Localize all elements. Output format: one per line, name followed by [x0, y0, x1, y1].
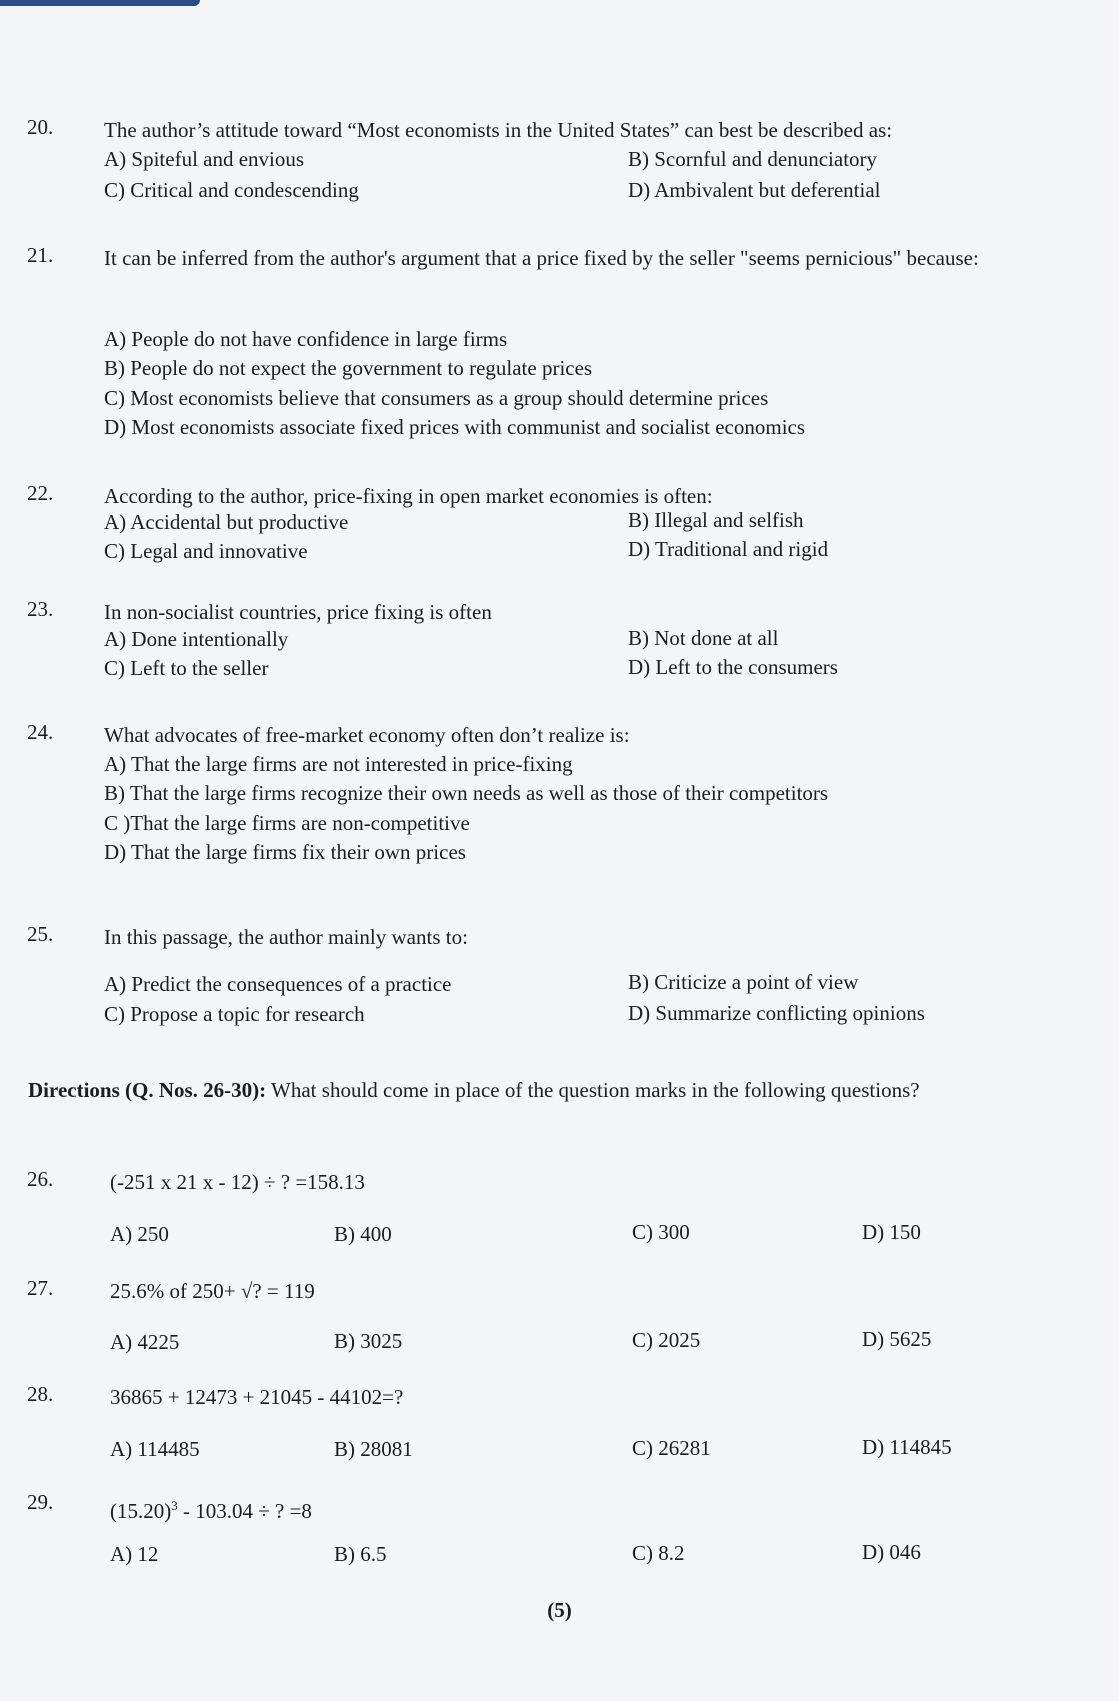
option-d: D) That the large firms fix their own prices	[104, 840, 466, 864]
option-b: B) Scornful and denunciatory	[628, 147, 878, 171]
option-c: C )That the large firms are non-competitive	[104, 811, 470, 835]
directions-label: Directions (Q. Nos. 26-30):	[28, 1078, 267, 1102]
stem-base: (15.20)	[110, 1499, 172, 1523]
question-stem: What advocates of free-market economy often don’t realize is:	[104, 723, 630, 747]
option-a: A) Predict the consequences of a practice	[104, 972, 452, 996]
option-b: B) People do not expect the government to regulate prices	[104, 356, 593, 380]
directions	[28, 1073, 1028, 1108]
option-d: D) 046	[862, 1540, 921, 1564]
question-stem: In this passage, the author mainly wants to:	[104, 925, 468, 949]
option-d: D) Traditional and rigid	[628, 537, 829, 561]
question-number: 22.	[27, 481, 54, 505]
question-stem: It can be inferred from the author's argument that a price fixed by the seller "seems pernicious" because:	[104, 246, 979, 270]
question-number: 20.	[27, 115, 54, 139]
option-c: C) 8.2	[632, 1541, 685, 1565]
option-d: D) 150	[862, 1220, 921, 1244]
option-b: B) Illegal and selfish	[628, 508, 804, 532]
stem-exponent: 3	[171, 1498, 178, 1513]
option-a: A) 114485	[110, 1437, 200, 1461]
option-b: B) That the large firms recognize their own needs as well as those of their competitors	[104, 781, 829, 805]
option-b: B) 3025	[334, 1329, 403, 1353]
option-d: D) Ambivalent but deferential	[628, 178, 881, 202]
option-b: B) Criticize a point of view	[628, 970, 859, 994]
option-a: A) People do not have confidence in large firms	[104, 327, 508, 351]
question-stem: In non-socialist countries, price fixing is often	[104, 600, 492, 624]
option-a: A) 250	[110, 1222, 169, 1246]
top-edge-bar	[0, 0, 200, 6]
question-number: 28.	[27, 1382, 54, 1406]
option-d: D) 5625	[862, 1327, 932, 1351]
option-c: C) 26281	[632, 1436, 711, 1460]
question-stem: According to the author, price-fixing in open market economies is often:	[104, 484, 713, 508]
question-stem: 25.6% of 250+ √? = 119	[110, 1279, 315, 1303]
option-d: D) Left to the consumers	[628, 655, 838, 679]
question-stem: (-251 x 21 x - 12) ÷ ? =158.13	[110, 1170, 365, 1194]
option-c: C) Left to the seller	[104, 656, 269, 680]
option-b: B) 400	[334, 1222, 392, 1246]
option-a: A) Spiteful and envious	[104, 147, 305, 171]
question-number: 21.	[27, 243, 54, 267]
question-number: 24.	[27, 720, 54, 744]
question-stem: The author’s attitude toward “Most economists in the United States” can best be described as:	[104, 118, 893, 142]
option-a: A) 4225	[110, 1330, 180, 1354]
option-c: C) Most economists believe that consumers as a group should determine prices	[104, 386, 769, 410]
option-d: D) Summarize conflicting opinions	[628, 1001, 925, 1025]
option-b: B) Not done at all	[628, 626, 779, 650]
option-b: B) 6.5	[334, 1542, 387, 1566]
option-d: D) Most economists associate fixed prices with communist and socialist economics	[104, 415, 806, 439]
option-a: A) That the large firms are not interested in price-fixing	[104, 752, 573, 776]
option-b: B) 28081	[334, 1437, 413, 1461]
page-number: (5)	[547, 1598, 572, 1622]
directions-text: What should come in place of the question marks in the following questions?	[266, 1078, 920, 1102]
question-stem: 36865 + 12473 + 21045 - 44102=?	[110, 1385, 404, 1409]
option-c: C) Critical and condescending	[104, 178, 359, 202]
option-c: C) Propose a topic for research	[104, 1002, 365, 1026]
question-stem	[110, 1490, 1070, 1527]
question-number: 29.	[27, 1490, 54, 1514]
option-a: A) Accidental but productive	[104, 510, 349, 534]
question-number: 27.	[27, 1276, 54, 1300]
option-c: C) 2025	[632, 1328, 701, 1352]
option-a: A) Done intentionally	[104, 627, 289, 651]
option-d: D) 114845	[862, 1435, 952, 1459]
question-number: 26.	[27, 1167, 54, 1191]
option-c: C) Legal and innovative	[104, 539, 308, 563]
option-c: C) 300	[632, 1220, 690, 1244]
question-number: 23.	[27, 597, 54, 621]
option-a: A) 12	[110, 1542, 159, 1566]
question-number: 25.	[27, 922, 54, 946]
stem-rest: - 103.04 ÷ ? =8	[177, 1499, 312, 1523]
